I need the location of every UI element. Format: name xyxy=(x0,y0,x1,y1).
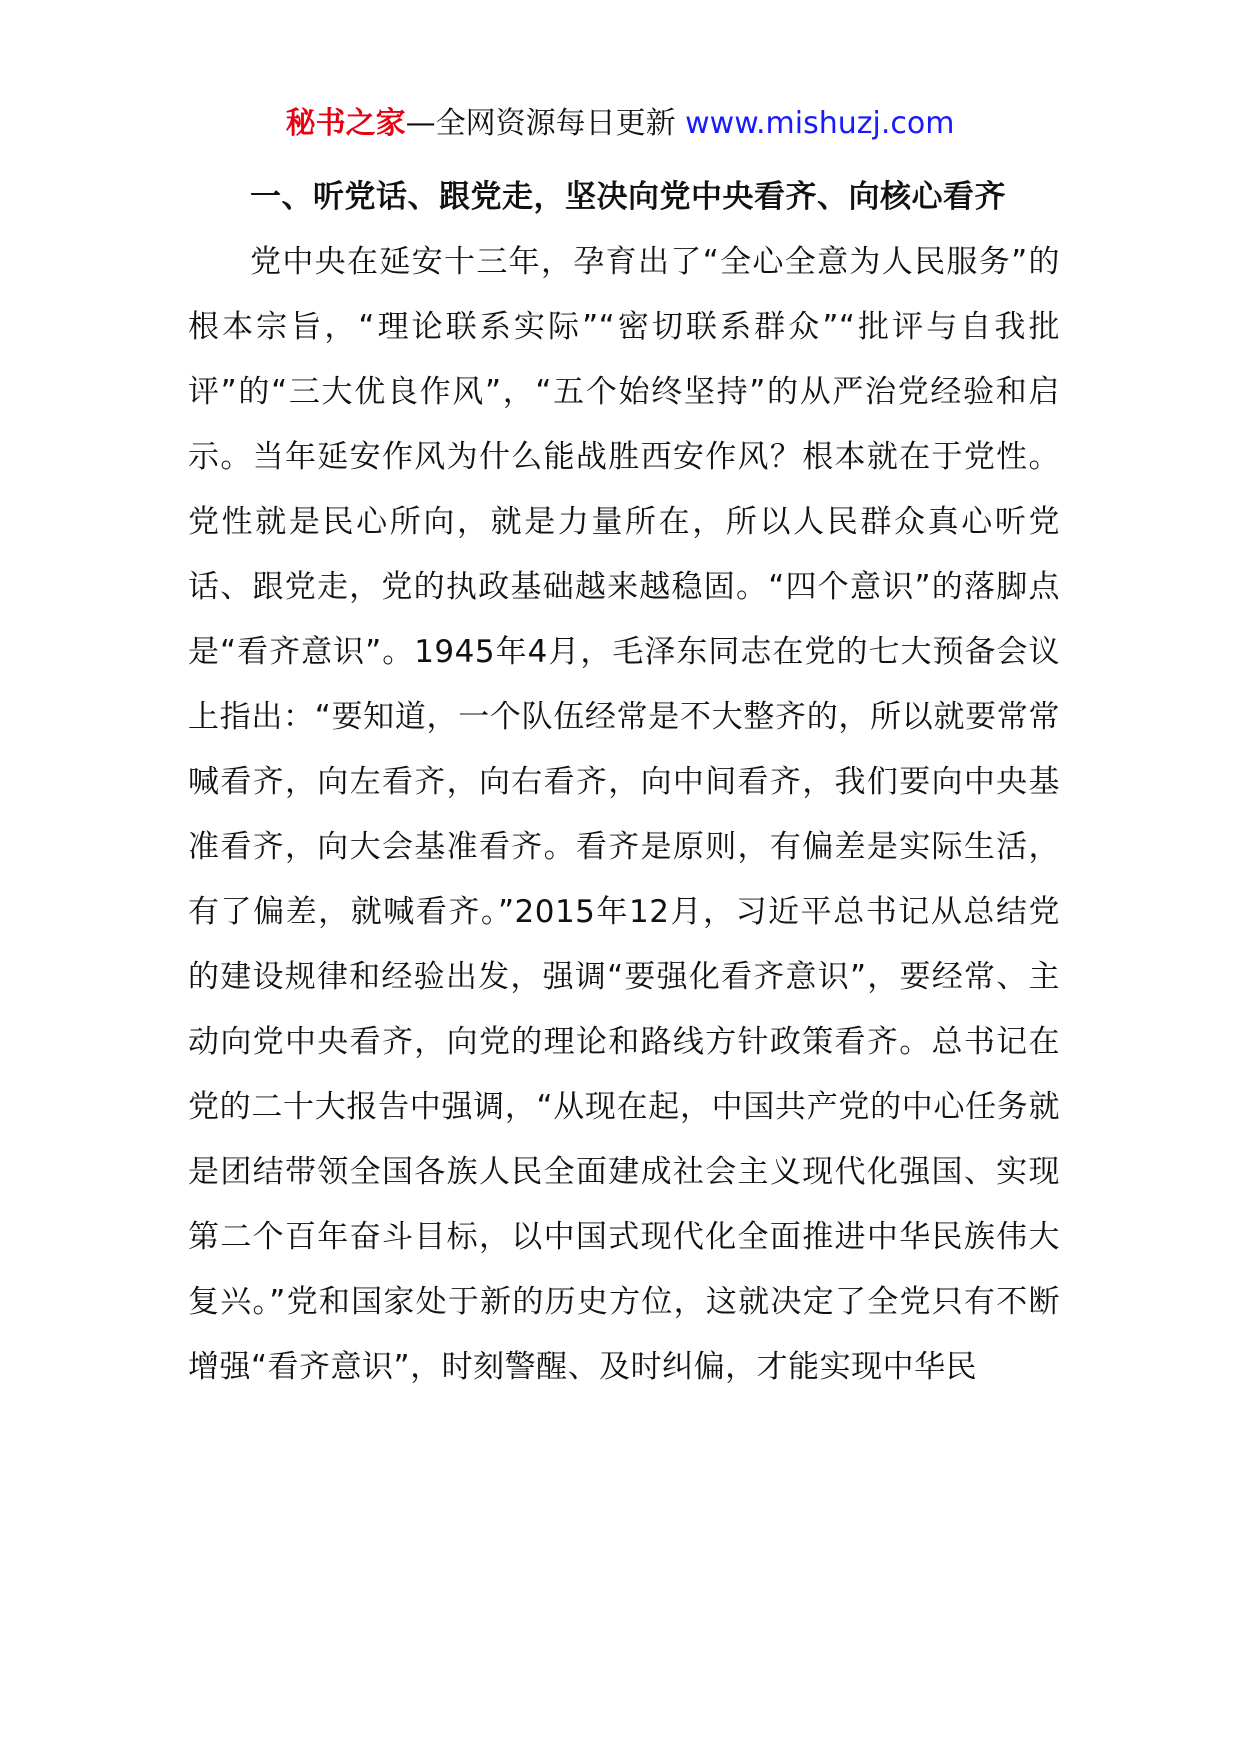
section-heading: 一、听党话、跟党走，坚决向党中央看齐、向核心看齐 xyxy=(250,179,1006,215)
document-body xyxy=(188,165,1060,1400)
header-tagline: —全网资源每日更新 xyxy=(405,106,676,141)
page-header xyxy=(0,104,1240,144)
website-link[interactable]: www.mishuzj.com xyxy=(685,106,955,141)
brand-name: 秘书之家 xyxy=(285,106,406,141)
body-paragraph: 党中央在延安十三年，孕育出了“全心全意为人民服务”的根本宗旨，“理论联系实际”“密切联系群众”“批评与自我批评”的“三大优良作风”，“五个始终坚持”的从严治党经验和启示。当年延安作风为什么能战胜西安作风？根本就在于党性。党性就是民心所向，就是力量所在，所以人民群众真心听党话、跟党走，党的执政基础越来越稳固。“四个意识”的落脚点是“看齐意识”。1945年4月，毛泽东同志在党的七大预备会议上指出：“要知道，一个队伍经常是不大整齐的，所以就要常常喊看齐，向左看齐，向右看齐，向中间看齐，我们要向中央基准看齐，向大会基准看齐。看齐是原则，有偏差是实际生活，有了偏差，就喊看齐。”2015年12月，习近平总书记从总结党的建设规律和经验出发，强调“要强化看齐意识”，要经常、主动向党中央看齐，向党的理论和路线方针政策看齐。总书记在党的二十大报告中强调，“从现在起，中国共产党的中心任务就是团结带领全国各族人民全面建成社会主义现代化强国、实现第二个百年奋斗目标，以中国式现代化全面推进中华民族伟大复兴。”党和国家处于新的历史方位，这就决定了全党只有不断增强“看齐意识”，时刻警醒、及时纠偏，才能实现中华民 xyxy=(188,244,1060,1385)
